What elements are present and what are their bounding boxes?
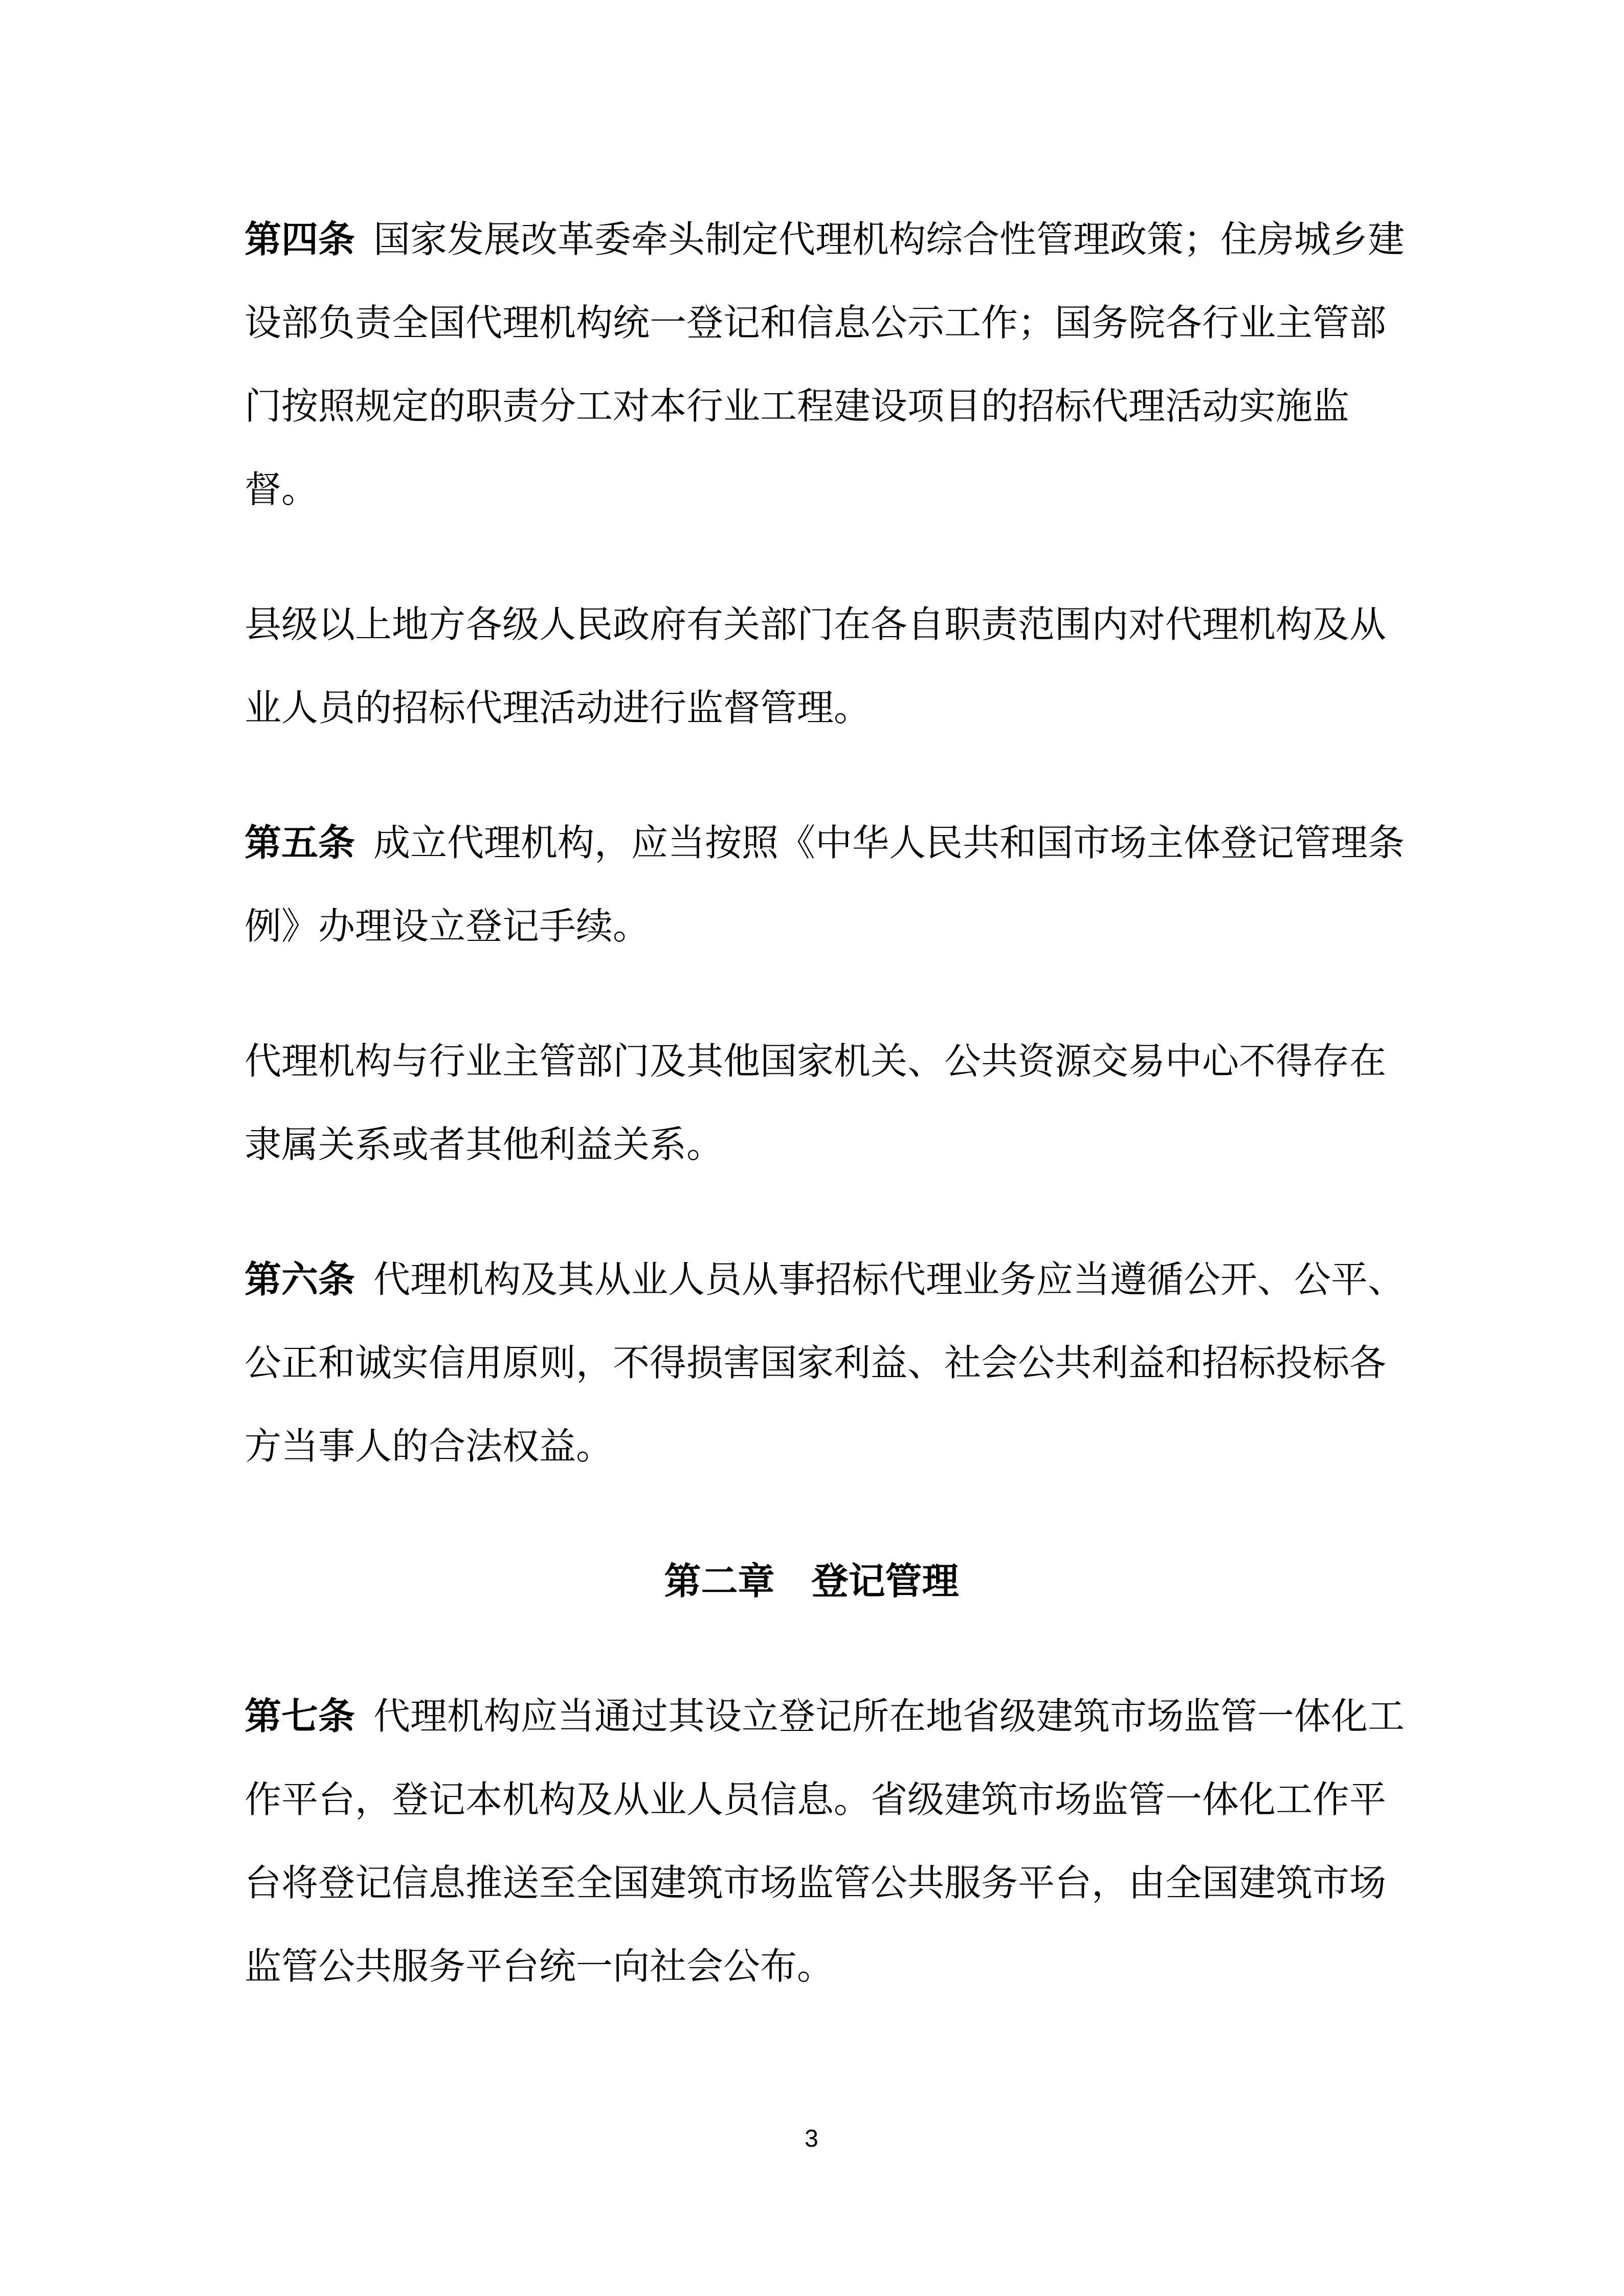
- article-4-number: 第四条: [244, 219, 355, 260]
- paragraph-line: 监管公共服务平台统一向社会公布。: [244, 1946, 834, 1987]
- article-5-number: 第五条: [244, 823, 355, 864]
- paragraph-line: 例》办理设立登记手续。: [244, 906, 650, 947]
- paragraph-supervision: [244, 583, 1387, 750]
- paragraph-article-7: [244, 1675, 1405, 2009]
- paragraph-line: 方当事人的合法权益。: [244, 1426, 613, 1467]
- page-number: 3: [805, 2125, 818, 2152]
- paragraph-line: 督。: [244, 469, 319, 510]
- paragraph-line: 作平台，登记本机构及从业人员信息。省级建筑市场监管一体化工作平: [244, 1780, 1387, 1820]
- chapter-heading: 第二章 登记管理: [664, 1561, 959, 1602]
- paragraph-article-5: [244, 802, 1405, 969]
- paragraph-independence: [244, 1020, 1387, 1187]
- paragraph-line: [244, 1675, 1405, 1759]
- article-6-number: 第六条: [244, 1259, 355, 1300]
- paragraph-line: 公正和诚实信用原则，不得损害国家利益、社会公共利益和招标投标各: [244, 1343, 1387, 1384]
- paragraph-article-4: [244, 198, 1405, 532]
- paragraph-text: 代理机构应当通过其设立登记所在地省级建筑市场监管一体化工: [373, 1696, 1405, 1737]
- paragraph-line: 门按照规定的职责分工对本行业工程建设项目的招标代理活动实施监: [244, 386, 1350, 427]
- paragraph-line: [244, 198, 1405, 282]
- paragraph-line: 县级以上地方各级人民政府有关部门在各自职责范围内对代理机构及从: [244, 604, 1387, 645]
- paragraph-line: 设部负责全国代理机构统一登记和信息公示工作；国务院各行业主管部: [244, 303, 1387, 344]
- article-7-number: 第七条: [244, 1696, 355, 1737]
- paragraph-text: 成立代理机构，应当按照《中华人民共和国市场主体登记管理条: [373, 823, 1405, 864]
- paragraph-line: 台将登记信息推送至全国建筑市场监管公共服务平台，由全国建筑市场: [244, 1863, 1387, 1904]
- paragraph-line: [244, 802, 1405, 885]
- paragraph-text: 国家发展改革委牵头制定代理机构综合性管理政策；住房城乡建: [373, 219, 1405, 260]
- paragraph-line: 隶属关系或者其他利益关系。: [244, 1124, 724, 1165]
- paragraph-line: 代理机构与行业主管部门及其他国家机关、公共资源交易中心不得存在: [244, 1041, 1387, 1082]
- document-body: [244, 198, 1405, 2060]
- paragraph-line: [244, 1239, 1405, 1322]
- paragraph-line: 业人员的招标代理活动进行监督管理。: [244, 688, 871, 729]
- paragraph-article-6: [244, 1239, 1405, 1489]
- paragraph-text: 代理机构及其从业人员从事招标代理业务应当遵循公开、公平、: [373, 1259, 1405, 1300]
